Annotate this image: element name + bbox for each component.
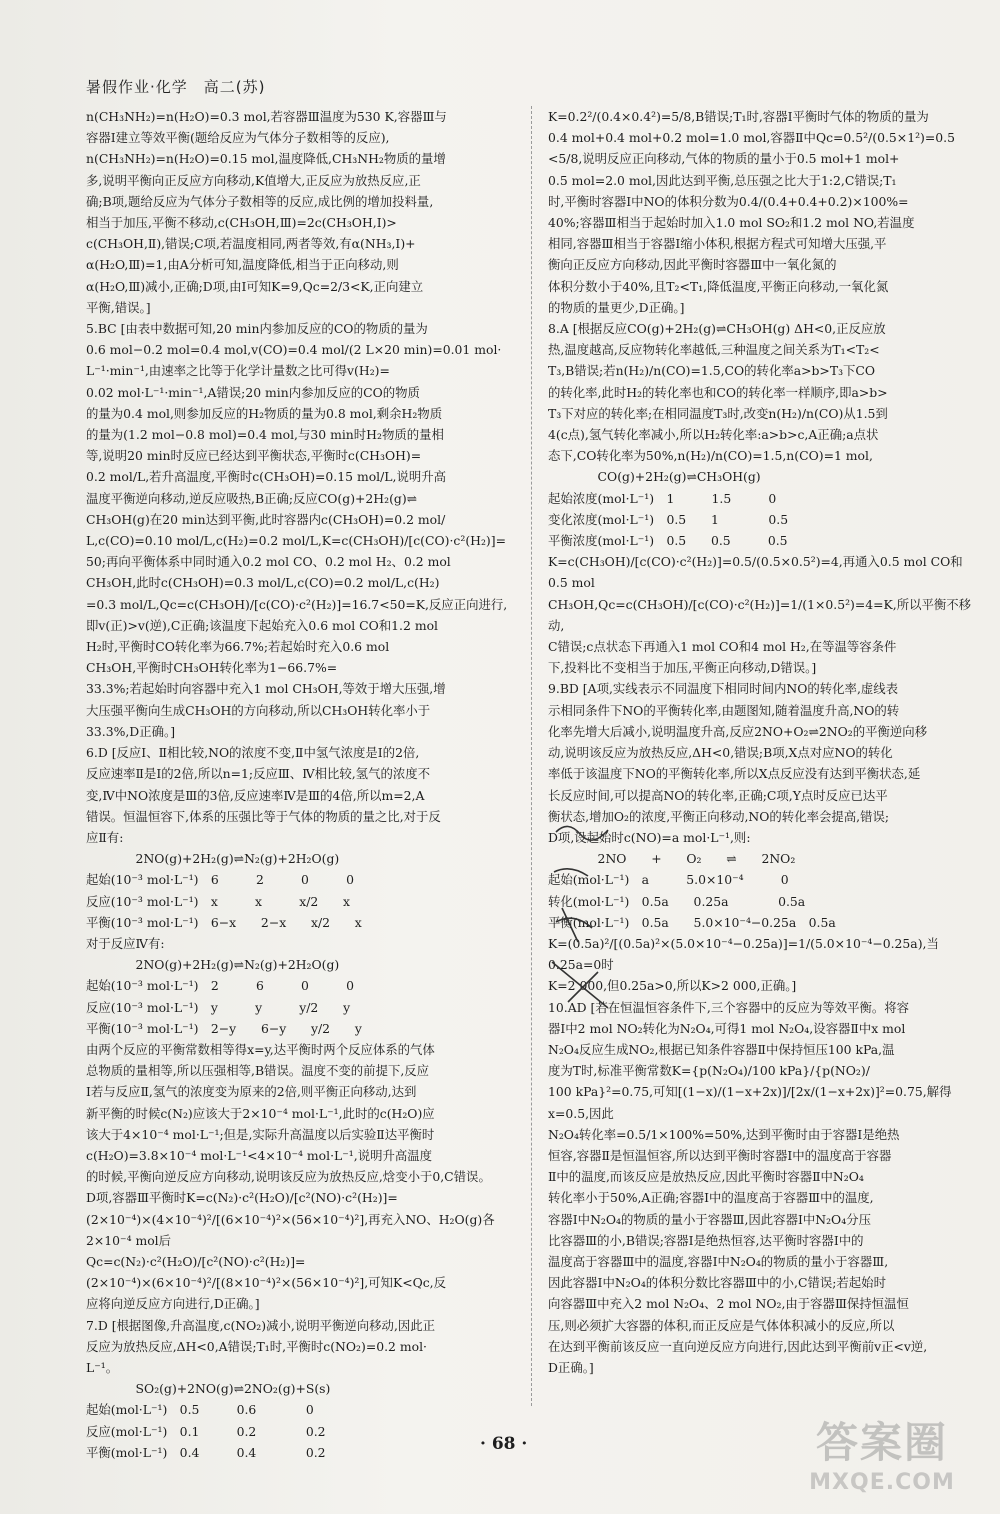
- text-line: D项,设起始时c(NO)=a mol·L⁻¹,则:: [548, 829, 751, 845]
- text-line: 反应速率Ⅱ是Ⅰ的2倍,所以n=1;反应Ⅲ、Ⅳ相比较,氢气的浓度不: [86, 766, 431, 782]
- text-line: T₃,B错误;若n(H₂)/n(CO)=1.5,CO的转化率a>b>T₃下CO: [548, 363, 876, 379]
- text-line: 错误。恒温恒容下,体系的压强比等于气体的物质的量之比,对于反: [86, 808, 441, 824]
- text-line: SO₂(g)+2NO(g)⇌2NO₂(g)+S(s): [86, 1381, 331, 1397]
- page-header: 暑假作业·化学 高二(苏): [86, 78, 266, 96]
- text-line: 0.4 mol+0.4 mol+0.2 mol=1.0 mol,容器Ⅱ中Qc=0.5²/(0.5×1²)=0.5: [548, 130, 955, 146]
- watermark-logo: [772, 1410, 992, 1500]
- text-line: 因此容器Ⅰ中N₂O₄的体积分数比容器Ⅲ中的小,C错误;若起始时: [548, 1275, 886, 1291]
- text-line: 新平衡的时候c(N₂)应该大于2×10⁻⁴ mol·L⁻¹,此时的c(H₂O)应: [86, 1105, 435, 1121]
- text-line: 相当于加压,平衡不移动,c(CH₃OH,Ⅲ)=2c(CH₃OH,Ⅰ)>: [86, 215, 397, 231]
- text-line: 起始(mol·L⁻¹) 0.5 0.6 0: [86, 1402, 314, 1418]
- text-line: 温度高于容器Ⅲ中的温度,容器Ⅰ中N₂O₄的物质的量小于容器Ⅲ,: [548, 1253, 889, 1269]
- text-line: 热,温度越高,反应物转化率越低,三种温度之间关系为T₁<T₂<: [548, 342, 880, 358]
- text-line: 起始(10⁻³ mol·L⁻¹) 2 6 0 0: [86, 978, 354, 994]
- text-line: 态下,CO转化率为50%,n(H₂)/n(CO)=1.5,n(CO)=1 mol,: [548, 448, 873, 464]
- text-line: c(H₂O)=3.8×10⁻⁴ mol·L⁻¹<4×10⁻⁴ mol·L⁻¹,说明升高温度: [86, 1147, 433, 1163]
- text-line: c(CH₃OH,Ⅱ),错误;C项,若温度相同,两者等效,有α(NH₃,Ⅰ)+: [86, 236, 416, 252]
- text-line: CH₃OH,Qc=c(CH₃OH)/[c(CO)·c²(H₂)]=1/(1×0.5²)=4=K,所以平衡不移动,: [548, 596, 972, 633]
- text-line: 温度平衡逆向移动,逆反应吸热,B正确;反应CO(g)+2H₂(g)⇌: [86, 490, 418, 506]
- text-line: D正确。]: [548, 1359, 594, 1375]
- text-line: 起始(10⁻³ mol·L⁻¹) 6 2 0 0: [86, 872, 354, 888]
- text-line: 应将向逆反应方向进行,D正确。]: [86, 1296, 260, 1312]
- text-line: 2NO + O₂ ⇌ 2NO₂: [548, 851, 796, 867]
- text-line: 容器Ⅰ中N₂O₄的物质的量小于容器Ⅲ,因此容器Ⅰ中N₂O₄分压: [548, 1211, 871, 1227]
- text-line: 7.D [根据图像,升高温度,c(NO₂)减小,说明平衡逆向移动,因此正: [86, 1317, 436, 1333]
- text-line: =0.3 mol/L,Qc=c(CH₃OH)/[c(CO)·c²(H₂)]=16.7<50=K,反应正向进行,: [86, 596, 508, 612]
- text-line: 8.A [根据反应CO(g)+2H₂(g)⇌CH₃OH(g) ΔH<0,正反应放: [548, 321, 886, 337]
- text-line: H₂时,平衡时CO转化率为66.7%;若起始时充入0.6 mol: [86, 639, 390, 655]
- watermark-url: MXQE.COM: [809, 1470, 955, 1495]
- text-line: 相同,容器Ⅲ相当于容器Ⅰ缩小体积,根据方程式可知增大压强,平: [548, 236, 887, 252]
- text-line: C错误;c点状态下再通入1 mol CO和4 mol H₂,在等温等容条件: [548, 639, 897, 655]
- text-line: 转化(mol·L⁻¹) 0.5a 0.25a 0.5a: [548, 893, 806, 909]
- text-line: 长反应时间,可以提高NO的转化率,正确;C项,Y点时反应已达平: [548, 787, 888, 803]
- text-line: 对于反应Ⅳ有:: [86, 935, 165, 951]
- text-line: 示相同条件下NO的平衡转化率,由题图知,随着温度升高,NO的转: [548, 702, 900, 718]
- text-line: 向容器Ⅲ中充入2 mol N₂O₄、2 mol NO₂,由于容器Ⅲ保持恒温恒: [548, 1296, 909, 1312]
- text-line: 衡向正反应方向移动,因此平衡时容器Ⅲ中一氧化氮的: [548, 257, 837, 273]
- text-line: α(H₂O,Ⅲ)=1,由A分析可知,温度降低,相当于正向移动,则: [86, 257, 399, 273]
- text-line: 0.2 mol/L,若升高温度,平衡时c(CH₃OH)=0.15 mol/L,说明升高: [86, 469, 447, 485]
- text-line: 变,Ⅳ中NO浓度是Ⅲ的3倍,反应速率Ⅳ是Ⅲ的4倍,所以m=2,A: [86, 787, 425, 803]
- text-line: 化率先增大后减小,说明温度升高,反应2NO+O₂⇌2NO₂的平衡逆向移: [548, 723, 928, 739]
- text-line: 由两个反应的平衡常数相等得x=y,达平衡时两个反应体系的气体: [86, 1041, 435, 1057]
- text-line: 下,投料比不变相当于加压,平衡正向移动,D错误。]: [548, 660, 817, 676]
- text-line: L,c(CO)=0.10 mol/L,c(H₂)=0.2 mol/L,K=c(CH₃OH)/[c(CO)·c²(H₂)]=: [86, 533, 506, 549]
- text-line: (2×10⁻⁴)×(4×10⁻⁴)²/[(6×10⁻⁴)²×(56×10⁻⁴)²],再充入NO、H₂O(g)各2×10⁻⁴ mol后: [86, 1211, 495, 1248]
- text-line: n(CH₃NH₂)=n(H₂O)=0.15 mol,温度降低,CH₃NH₂物质的量增: [86, 151, 446, 167]
- text-line: N₂O₄反应生成NO₂,根据已知条件容器Ⅱ中保持恒压100 kPa,温: [548, 1041, 895, 1057]
- text-line: 0.02 mol·L⁻¹·min⁻¹,A错误;20 min内参加反应的CO的物质: [86, 384, 420, 400]
- text-line: 动,说明该反应为放热反应,ΔH<0,错误;B项,X点对应NO的转化: [548, 745, 893, 761]
- text-line: 比容器Ⅲ的小,B错误;容器Ⅰ是绝热恒容,达平衡时容器Ⅰ中的: [548, 1232, 864, 1248]
- text-line: CH₃OH(g)在20 min达到平衡,此时容器内c(CH₃OH)=0.2 mol/: [86, 511, 446, 527]
- text-line: 起始浓度(mol·L⁻¹) 1 1.5 0: [548, 490, 777, 506]
- text-line: Ⅱ中的温度,而该反应是放热反应,因此平衡时容器Ⅱ中N₂O₄: [548, 1169, 864, 1185]
- text-line: 转化率小于50%,A正确;容器Ⅰ中的温度高于容器Ⅲ中的温度,: [548, 1190, 874, 1206]
- text-line: 50;再向平衡体系中同时通入0.2 mol CO、0.2 mol H₂、0.2 mol: [86, 554, 451, 570]
- text-line: 33.3%,D正确。]: [86, 723, 176, 739]
- text-line: α(H₂O,Ⅲ)减小,正确;D项,由Ⅰ可知K=9,Qc=2/3<K,正向建立: [86, 278, 424, 294]
- text-line: Qc=c(N₂)·c²(H₂O)/[c²(NO)·c²(H₂)]=(2×10⁻⁴)×(6×10⁻⁴)²/[(8×10⁻⁴)²×(56×10⁻⁴)²],可知K<Qc,反: [86, 1253, 447, 1291]
- text-line: 大压强平衡向生成CH₃OH的方向移动,所以CH₃OH转化率小于: [86, 702, 431, 718]
- text-line: 确;B项,题给反应为气体分子数相等的反应,成比例的增加投料量,: [86, 193, 434, 209]
- text-line: Ⅰ若与反应Ⅱ,氢气的浓度变为原来的2倍,则平衡正向移动,达到: [86, 1084, 417, 1100]
- text-line: 率低于该温度下NO的平衡转化率,所以X点反应没有达到平衡状态,延: [548, 766, 921, 782]
- text-line: 的物质的量更少,D正确。]: [548, 299, 685, 315]
- text-line: 平衡浓度(mol·L⁻¹) 0.5 0.5 0.5: [548, 533, 788, 549]
- text-line: K=(0.5a)²/[(0.5a)²×(5.0×10⁻⁴−0.25a)]=1/(5.0×10⁻⁴−0.25a),当0.25a=0时: [548, 935, 939, 973]
- text-line: 平衡(mol·L⁻¹) 0.4 0.4 0.2: [86, 1444, 326, 1460]
- text-line: 时,平衡时容器Ⅰ中NO的体积分数为0.4/(0.4+0.4+0.2)×100%=: [548, 193, 909, 209]
- text-line: K=2 000,但0.25a>0,所以K>2 000,正确。]: [548, 978, 797, 994]
- text-line: T₃下对应的转化率;在相同温度T₃时,改变n(H₂)/n(CO)从1.5到: [548, 405, 888, 421]
- text-line: 9.BD [A项,实线表示不同温度下相同时间内NO的转化率,虚线表: [548, 681, 899, 697]
- text-line: 器Ⅰ中2 mol NO₂转化为N₂O₄,可得1 mol N₂O₄,设容器Ⅱ中x mol: [548, 1020, 906, 1036]
- text-line: 该大于4×10⁻⁴ mol·L⁻¹;但是,实际升高温度以后实验Ⅱ达平衡时: [86, 1126, 435, 1142]
- text-line: 等,说明20 min时反应已经达到平衡状态,平衡时c(CH₃OH)=: [86, 448, 422, 464]
- text-line: 在达到平衡前该反应一直向逆反应方向进行,因此达到平衡前v正<v逆,: [548, 1338, 928, 1354]
- text-line: 2NO(g)+2H₂(g)⇌N₂(g)+2H₂O(g): [86, 851, 340, 867]
- text-line: 的量为0.4 mol,则参加反应的H₂物质的量为0.8 mol,剩余H₂物质: [86, 405, 443, 421]
- text-line: 反应(10⁻³ mol·L⁻¹) x x x/2 x: [86, 893, 351, 909]
- text-line: 即v(正)>v(逆),C正确;该温度下起始充入0.6 mol CO和1.2 mol: [86, 617, 438, 633]
- text-line: n(CH₃NH₂)=n(H₂O)=0.3 mol,若容器Ⅲ温度为530 K,容器Ⅲ与: [86, 109, 447, 124]
- text-line: 100 kPa}²=0.75,可知[(1−x)/(1−x+2x)]/[2x/(1−x+2x)]²=0.75,解得x=0.5,因此: [548, 1084, 952, 1121]
- text-line: K=c(CH₃OH)/[c(CO)·c²(H₂)]=0.5/(0.5×0.5²)=4,再通入0.5 mol CO和0.5 mol: [548, 554, 963, 591]
- text-line: 体积分数小于40%,且T₂<T₁,降低温度,平衡正向移动,一氧化氮: [548, 278, 889, 294]
- text-line: 平衡,错误。]: [86, 299, 151, 315]
- text-line: 容器Ⅰ建立等效平衡(题给反应为气体分子数相等的反应),: [86, 130, 390, 146]
- text-line: 0.6 mol−0.2 mol=0.4 mol,v(CO)=0.4 mol/(2 L×20 min)=0.01 mol·: [86, 342, 502, 358]
- text-line: 度为T时,标准平衡常数K={p(N₂O₄)/100 kPa}/{p(NO₂)/: [548, 1063, 870, 1079]
- text-line: 6.D [反应Ⅰ、Ⅱ相比较,NO的浓度不变,Ⅱ中氢气浓度是Ⅰ的2倍,: [86, 745, 420, 761]
- text-line: 33.3%;若起始时向容器中充入1 mol CH₃OH,等效于增大压强,增: [86, 681, 446, 697]
- text-line: CH₃OH,平衡时CH₃OH转化率为1−66.7%=: [86, 660, 338, 676]
- text-line: 平衡(10⁻³ mol·L⁻¹) 2−y 6−y y/2 y: [86, 1020, 362, 1036]
- text-line: 的转化率,此时H₂的转化率也和CO的转化率一样顺序,即a>b>: [548, 384, 888, 400]
- text-line: N₂O₄转化率=0.5/1×100%=50%,达到平衡时由于容器Ⅰ是绝热: [548, 1126, 900, 1142]
- text-line: 衡状态,增加O₂的浓度,平衡正向移动,NO的转化率会提高,错误;: [548, 808, 890, 824]
- text-line: 10.AD [若在恒温恒容条件下,三个容器中的反应为等效平衡。将容: [548, 999, 910, 1015]
- text-line: CH₃OH,此时c(CH₃OH)=0.3 mol/L,c(CO)=0.2 mol/L,c(H₂): [86, 575, 440, 591]
- text-line: 的量为(1.2 mol−0.8 mol)=0.4 mol,与30 min时H₂物质的量相: [86, 427, 444, 443]
- text-line: 5.BC [由表中数据可知,20 min内参加反应的CO的物质的量为: [86, 321, 428, 337]
- text-line: 变化浓度(mol·L⁻¹) 0.5 1 0.5: [548, 511, 789, 527]
- text-line: D项,容器Ⅲ平衡时K=c(N₂)·c²(H₂O)/[c²(NO)·c²(H₂)]=: [86, 1190, 398, 1206]
- text-line: 反应为放热反应,ΔH<0,A错误;T₁时,平衡时c(NO₂)=0.2 mol·: [86, 1338, 427, 1354]
- text-line: 40%;容器Ⅲ相当于起始时加入1.0 mol SO₂和1.2 mol NO,若温度: [548, 215, 915, 231]
- text-line: 恒容,容器Ⅱ是恒温恒容,所以达到平衡时容器Ⅰ中的温度高于容器: [548, 1147, 892, 1163]
- text-line: 4(c点),氢气转化率减小,所以H₂转化率:a>b>c,A正确;a点状: [548, 427, 879, 443]
- text-line: 平衡(mol·L⁻¹) 0.5a 5.0×10⁻⁴−0.25a 0.5a: [548, 914, 836, 930]
- text-line: CO(g)+2H₂(g)⇌CH₃OH(g): [548, 469, 761, 485]
- text-line: 2NO(g)+2H₂(g)⇌N₂(g)+2H₂O(g): [86, 957, 340, 973]
- text-line: 总物质的量相等,所以压强相等,B错误。温度不变的前提下,反应: [86, 1063, 430, 1079]
- text-line: 0.5 mol=2.0 mol,因此达到平衡,总压强之比大于1:2,C错误;T₁: [548, 172, 897, 188]
- watermark-title: 答案圈: [815, 1418, 948, 1467]
- text-line: 起始(mol·L⁻¹) a 5.0×10⁻⁴ 0: [548, 872, 789, 888]
- text-line: 反应(10⁻³ mol·L⁻¹) y y y/2 y: [86, 999, 351, 1015]
- text-line: K=0.2²/(0.4×0.4²)=5/8,B错误;T₁时,容器Ⅰ平衡时气体的物质的量为: [548, 109, 929, 124]
- page-number: · 68 ·: [480, 1434, 528, 1454]
- text-line: 的时候,平衡向逆反应方向移动,说明该反应为放热反应,焓变小于0,C错误。: [86, 1169, 491, 1185]
- text-line: L⁻¹。: [86, 1359, 119, 1375]
- text-line: <5/8,说明反应正向移动,气体的物质的量小于0.5 mol+1 mol+: [548, 151, 900, 167]
- text-line: 平衡(10⁻³ mol·L⁻¹) 6−x 2−x x/2 x: [86, 914, 362, 930]
- text-line: 反应(mol·L⁻¹) 0.1 0.2 0.2: [86, 1423, 326, 1439]
- text-line: 应Ⅱ有:: [86, 829, 124, 845]
- text-line: L⁻¹·min⁻¹,由速率之比等于化学计量数之比可得v(H₂)=: [86, 363, 390, 379]
- text-line: 多,说明平衡向正反应方向移动,K值增大,正反应为放热反应,正: [86, 172, 421, 188]
- column-divider: [531, 106, 532, 1406]
- text-line: 压,则必须扩大容器的体积,而正反应是气体体积减小的反应,所以: [548, 1317, 895, 1333]
- right-column: [548, 106, 978, 1411]
